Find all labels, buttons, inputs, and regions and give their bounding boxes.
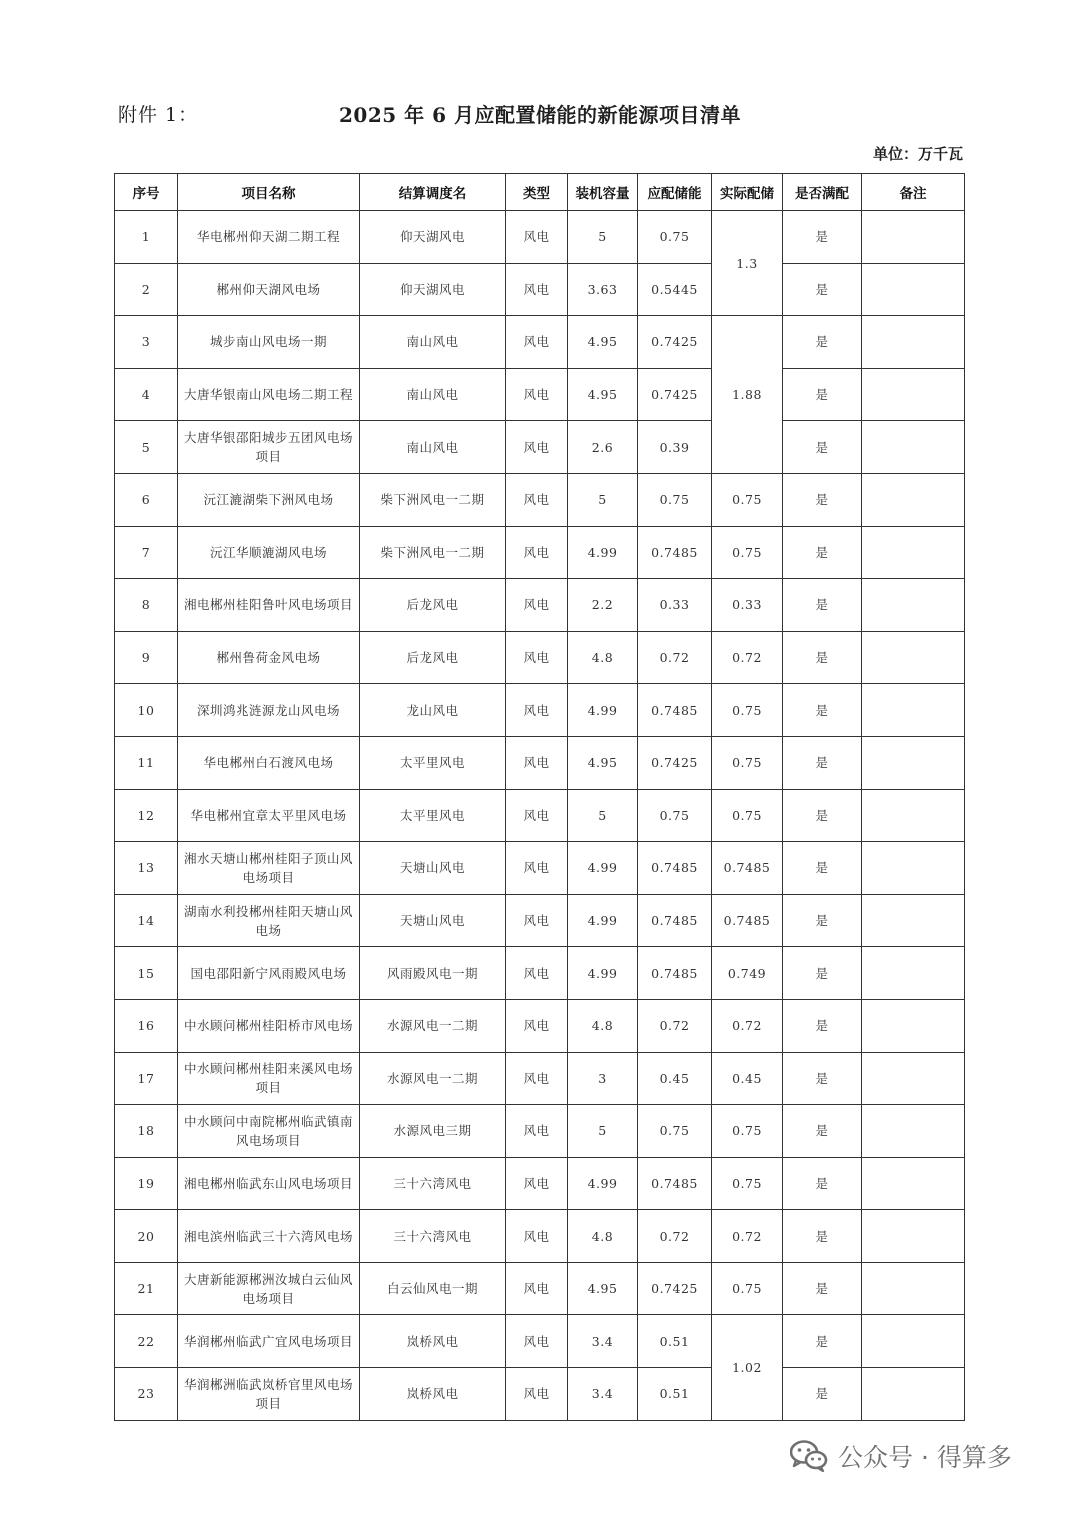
table-row: [115, 947, 965, 1000]
cell-remark: [862, 631, 965, 684]
cell-project-name: 城步南山风电场一期: [178, 316, 360, 369]
cell-fully-configured: 是: [783, 631, 862, 684]
cell-number: 3: [115, 316, 178, 369]
cell-fully-configured: 是: [783, 789, 862, 842]
cell-required-storage: 0.7485: [638, 1157, 712, 1210]
cell-required-storage: 0.75: [638, 1105, 712, 1158]
cell-type: 风电: [506, 894, 568, 947]
cell-number: 18: [115, 1105, 178, 1158]
cell-actual-storage: 0.7485: [712, 842, 783, 895]
cell-type: 风电: [506, 421, 568, 474]
cell-dispatch-name: 风雨殿风电一期: [360, 947, 506, 1000]
cell-remark: [862, 368, 965, 421]
cell-number: 23: [115, 1368, 178, 1421]
table-row: [115, 579, 965, 632]
cell-required-storage: 0.7485: [638, 526, 712, 579]
cell-type: 风电: [506, 736, 568, 789]
cell-type: 风电: [506, 211, 568, 264]
cell-type: 风电: [506, 1210, 568, 1263]
table-row: [115, 684, 965, 737]
cell-project-name: 深圳鸿兆涟源龙山风电场: [178, 684, 360, 737]
cell-dispatch-name: 水源风电一二期: [360, 999, 506, 1052]
cell-actual-storage: 0.7485: [712, 894, 783, 947]
wechat-icon: [790, 1440, 828, 1472]
cell-remark: [862, 947, 965, 1000]
column-header: 应配储能: [638, 174, 712, 211]
cell-remark: [862, 684, 965, 737]
cell-project-name: 华电郴州宜章太平里风电场: [178, 789, 360, 842]
cell-project-name: 湘电滨州临武三十六湾风电场: [178, 1210, 360, 1263]
cell-required-storage: 0.7485: [638, 842, 712, 895]
cell-actual-storage: 0.72: [712, 999, 783, 1052]
cell-type: 风电: [506, 999, 568, 1052]
cell-remark: [862, 526, 965, 579]
cell-remark: [862, 263, 965, 316]
cell-required-storage: 0.45: [638, 1052, 712, 1105]
cell-required-storage: 0.75: [638, 473, 712, 526]
cell-remark: [862, 1368, 965, 1421]
cell-type: 风电: [506, 1105, 568, 1158]
cell-number: 8: [115, 579, 178, 632]
cell-number: 11: [115, 736, 178, 789]
cell-fully-configured: 是: [783, 894, 862, 947]
attachment-label: 附件 1：: [118, 104, 199, 126]
cell-remark: [862, 1157, 965, 1210]
cell-type: 风电: [506, 1052, 568, 1105]
cell-dispatch-name: 仰天湖风电: [360, 211, 506, 264]
column-header: 装机容量: [568, 174, 638, 211]
cell-capacity: 5: [568, 1105, 638, 1158]
cell-fully-configured: 是: [783, 421, 862, 474]
cell-capacity: 5: [568, 789, 638, 842]
cell-dispatch-name: 三十六湾风电: [360, 1157, 506, 1210]
cell-project-name: 湘水天塘山郴州桂阳子顶山风电场项目: [178, 842, 360, 895]
cell-number: 19: [115, 1157, 178, 1210]
watermark-text: 公众号 · 得算多: [838, 1443, 1012, 1472]
cell-project-name: 中水顾问郴州桂阳来溪风电场项目: [178, 1052, 360, 1105]
cell-project-name: 沅江华顺漉湖风电场: [178, 526, 360, 579]
cell-project-name: 郴州仰天湖风电场: [178, 263, 360, 316]
cell-actual-storage: 0.75: [712, 526, 783, 579]
cell-fully-configured: 是: [783, 579, 862, 632]
table-row: [115, 1210, 965, 1263]
cell-remark: [862, 1210, 965, 1263]
watermark: [790, 1436, 1012, 1476]
cell-dispatch-name: 南山风电: [360, 368, 506, 421]
table-row: [115, 631, 965, 684]
cell-dispatch-name: 后龙风电: [360, 631, 506, 684]
cell-fully-configured: 是: [783, 1368, 862, 1421]
cell-capacity: 2.2: [568, 579, 638, 632]
cell-number: 17: [115, 1052, 178, 1105]
cell-number: 6: [115, 473, 178, 526]
cell-capacity: 5: [568, 211, 638, 264]
cell-remark: [862, 316, 965, 369]
table-row: [115, 842, 965, 895]
cell-fully-configured: 是: [783, 1052, 862, 1105]
cell-fully-configured: 是: [783, 1315, 862, 1368]
cell-capacity: 4.99: [568, 526, 638, 579]
cell-capacity: 4.99: [568, 684, 638, 737]
cell-type: 风电: [506, 526, 568, 579]
cell-fully-configured: 是: [783, 211, 862, 264]
column-header: 备注: [862, 174, 965, 211]
cell-project-name: 湖南水利投郴州桂阳天塘山风电场: [178, 894, 360, 947]
cell-dispatch-name: 太平里风电: [360, 789, 506, 842]
cell-number: 20: [115, 1210, 178, 1263]
cell-type: 风电: [506, 263, 568, 316]
cell-project-name: 华润郴州临武广宜风电场项目: [178, 1315, 360, 1368]
cell-actual-storage: 1.3: [712, 211, 783, 316]
cell-type: 风电: [506, 1262, 568, 1315]
table-row: [115, 1157, 965, 1210]
cell-dispatch-name: 南山风电: [360, 421, 506, 474]
table-row: [115, 1315, 965, 1368]
cell-type: 风电: [506, 1368, 568, 1421]
cell-project-name: 湘电郴州临武东山风电场项目: [178, 1157, 360, 1210]
cell-dispatch-name: 白云仙风电一期: [360, 1262, 506, 1315]
cell-project-name: 郴州鲁荷金风电场: [178, 631, 360, 684]
cell-capacity: 4.8: [568, 1210, 638, 1263]
cell-number: 9: [115, 631, 178, 684]
cell-required-storage: 0.7425: [638, 368, 712, 421]
cell-fully-configured: 是: [783, 947, 862, 1000]
table-row: [115, 316, 965, 369]
cell-number: 4: [115, 368, 178, 421]
cell-actual-storage: 0.749: [712, 947, 783, 1000]
cell-actual-storage: 0.75: [712, 1157, 783, 1210]
cell-project-name: 沅江漉湖柴下洲风电场: [178, 473, 360, 526]
cell-remark: [862, 842, 965, 895]
table-row: [115, 1368, 965, 1421]
cell-fully-configured: 是: [783, 263, 862, 316]
table-row: [115, 473, 965, 526]
cell-dispatch-name: 天塘山风电: [360, 894, 506, 947]
cell-project-name: 国电邵阳新宁风雨殿风电场: [178, 947, 360, 1000]
cell-type: 风电: [506, 316, 568, 369]
column-header: 类型: [506, 174, 568, 211]
cell-remark: [862, 473, 965, 526]
cell-dispatch-name: 岚桥风电: [360, 1368, 506, 1421]
cell-number: 15: [115, 947, 178, 1000]
cell-project-name: 湘电郴州桂阳鲁叶风电场项目: [178, 579, 360, 632]
cell-remark: [862, 1315, 965, 1368]
column-header: 是否满配: [783, 174, 862, 211]
table-row: [115, 789, 965, 842]
cell-number: 5: [115, 421, 178, 474]
cell-type: 风电: [506, 473, 568, 526]
cell-number: 16: [115, 999, 178, 1052]
cell-required-storage: 0.33: [638, 579, 712, 632]
table-row: [115, 368, 965, 421]
cell-remark: [862, 999, 965, 1052]
cell-capacity: 3.4: [568, 1315, 638, 1368]
cell-required-storage: 0.51: [638, 1315, 712, 1368]
cell-actual-storage: 0.45: [712, 1052, 783, 1105]
cell-dispatch-name: 水源风电一二期: [360, 1052, 506, 1105]
cell-remark: [862, 1105, 965, 1158]
cell-fully-configured: 是: [783, 1157, 862, 1210]
cell-required-storage: 0.7425: [638, 736, 712, 789]
cell-capacity: 5: [568, 473, 638, 526]
cell-type: 风电: [506, 368, 568, 421]
cell-capacity: 4.99: [568, 894, 638, 947]
cell-actual-storage: 0.72: [712, 631, 783, 684]
cell-dispatch-name: 仰天湖风电: [360, 263, 506, 316]
cell-fully-configured: 是: [783, 368, 862, 421]
cell-fully-configured: 是: [783, 1210, 862, 1263]
cell-remark: [862, 894, 965, 947]
cell-fully-configured: 是: [783, 999, 862, 1052]
project-table: [114, 173, 965, 1421]
cell-number: 12: [115, 789, 178, 842]
cell-capacity: 4.95: [568, 316, 638, 369]
cell-capacity: 4.8: [568, 999, 638, 1052]
cell-actual-storage: 0.75: [712, 684, 783, 737]
table-row: [115, 211, 965, 264]
cell-type: 风电: [506, 1315, 568, 1368]
cell-capacity: 3: [568, 1052, 638, 1105]
cell-type: 风电: [506, 947, 568, 1000]
cell-number: 21: [115, 1262, 178, 1315]
cell-dispatch-name: 后龙风电: [360, 579, 506, 632]
cell-number: 13: [115, 842, 178, 895]
cell-capacity: 4.99: [568, 842, 638, 895]
cell-capacity: 4.99: [568, 947, 638, 1000]
cell-capacity: 4.99: [568, 1157, 638, 1210]
cell-capacity: 2.6: [568, 421, 638, 474]
cell-number: 22: [115, 1315, 178, 1368]
cell-number: 1: [115, 211, 178, 264]
cell-dispatch-name: 岚桥风电: [360, 1315, 506, 1368]
column-header: 结算调度名: [360, 174, 506, 211]
cell-type: 风电: [506, 631, 568, 684]
table-row: [115, 1262, 965, 1315]
cell-number: 2: [115, 263, 178, 316]
cell-dispatch-name: 三十六湾风电: [360, 1210, 506, 1263]
cell-capacity: 4.8: [568, 631, 638, 684]
cell-required-storage: 0.7425: [638, 316, 712, 369]
cell-number: 14: [115, 894, 178, 947]
cell-dispatch-name: 龙山风电: [360, 684, 506, 737]
cell-remark: [862, 1262, 965, 1315]
cell-actual-storage: 0.75: [712, 473, 783, 526]
cell-project-name: 大唐新能源郴洲汝城白云仙风电场项目: [178, 1262, 360, 1315]
table-row: [115, 526, 965, 579]
cell-fully-configured: 是: [783, 526, 862, 579]
cell-project-name: 中水顾问郴州桂阳桥市风电场: [178, 999, 360, 1052]
table-header-row: [115, 174, 965, 211]
cell-actual-storage: 0.75: [712, 1262, 783, 1315]
table-row: [115, 1105, 965, 1158]
cell-actual-storage: 1.02: [712, 1315, 783, 1420]
table-row: [115, 999, 965, 1052]
cell-required-storage: 0.7485: [638, 684, 712, 737]
cell-remark: [862, 421, 965, 474]
cell-dispatch-name: 柴下洲风电一二期: [360, 473, 506, 526]
table-row: [115, 736, 965, 789]
cell-required-storage: 0.72: [638, 999, 712, 1052]
table-row: [115, 421, 965, 474]
cell-required-storage: 0.39: [638, 421, 712, 474]
column-header: 序号: [115, 174, 178, 211]
cell-type: 风电: [506, 579, 568, 632]
cell-dispatch-name: 柴下洲风电一二期: [360, 526, 506, 579]
cell-required-storage: 0.7425: [638, 1262, 712, 1315]
cell-remark: [862, 1052, 965, 1105]
cell-fully-configured: 是: [783, 736, 862, 789]
cell-project-name: 华电郴州白石渡风电场: [178, 736, 360, 789]
cell-capacity: 4.95: [568, 1262, 638, 1315]
cell-project-name: 华润郴洲临武岚桥官里风电场项目: [178, 1368, 360, 1421]
cell-required-storage: 0.75: [638, 789, 712, 842]
cell-type: 风电: [506, 789, 568, 842]
cell-fully-configured: 是: [783, 473, 862, 526]
cell-dispatch-name: 太平里风电: [360, 736, 506, 789]
cell-fully-configured: 是: [783, 842, 862, 895]
cell-required-storage: 0.7485: [638, 947, 712, 1000]
cell-actual-storage: 0.33: [712, 579, 783, 632]
table-row: [115, 894, 965, 947]
cell-actual-storage: 0.75: [712, 736, 783, 789]
cell-remark: [862, 789, 965, 842]
cell-type: 风电: [506, 684, 568, 737]
cell-actual-storage: 0.75: [712, 1105, 783, 1158]
cell-type: 风电: [506, 1157, 568, 1210]
cell-fully-configured: 是: [783, 1105, 862, 1158]
cell-number: 10: [115, 684, 178, 737]
cell-dispatch-name: 水源风电三期: [360, 1105, 506, 1158]
cell-actual-storage: 1.88: [712, 316, 783, 474]
cell-dispatch-name: 天塘山风电: [360, 842, 506, 895]
cell-project-name: 大唐华银邵阳城步五团风电场项目: [178, 421, 360, 474]
cell-required-storage: 0.72: [638, 631, 712, 684]
cell-required-storage: 0.72: [638, 1210, 712, 1263]
cell-number: 7: [115, 526, 178, 579]
table-row: [115, 263, 965, 316]
table-row: [115, 1052, 965, 1105]
cell-required-storage: 0.7485: [638, 894, 712, 947]
table-body: [115, 211, 965, 1421]
cell-capacity: 3.63: [568, 263, 638, 316]
cell-capacity: 4.95: [568, 736, 638, 789]
column-header: 实际配储: [712, 174, 783, 211]
cell-required-storage: 0.5445: [638, 263, 712, 316]
cell-remark: [862, 736, 965, 789]
cell-project-name: 大唐华银南山风电场二期工程: [178, 368, 360, 421]
cell-remark: [862, 579, 965, 632]
column-header: 项目名称: [178, 174, 360, 211]
cell-project-name: 华电郴州仰天湖二期工程: [178, 211, 360, 264]
cell-fully-configured: 是: [783, 316, 862, 369]
cell-required-storage: 0.75: [638, 211, 712, 264]
cell-required-storage: 0.51: [638, 1368, 712, 1421]
page-title: 2025 年 6 月应配置储能的新能源项目清单: [339, 103, 741, 127]
cell-project-name: 中水顾问中南院郴州临武镇南风电场项目: [178, 1105, 360, 1158]
cell-capacity: 3.4: [568, 1368, 638, 1421]
cell-actual-storage: 0.72: [712, 1210, 783, 1263]
cell-fully-configured: 是: [783, 1262, 862, 1315]
cell-capacity: 4.95: [568, 368, 638, 421]
unit-label: 单位：万千瓦: [872, 145, 963, 163]
cell-remark: [862, 211, 965, 264]
cell-type: 风电: [506, 842, 568, 895]
cell-dispatch-name: 南山风电: [360, 316, 506, 369]
cell-fully-configured: 是: [783, 684, 862, 737]
cell-actual-storage: 0.75: [712, 789, 783, 842]
